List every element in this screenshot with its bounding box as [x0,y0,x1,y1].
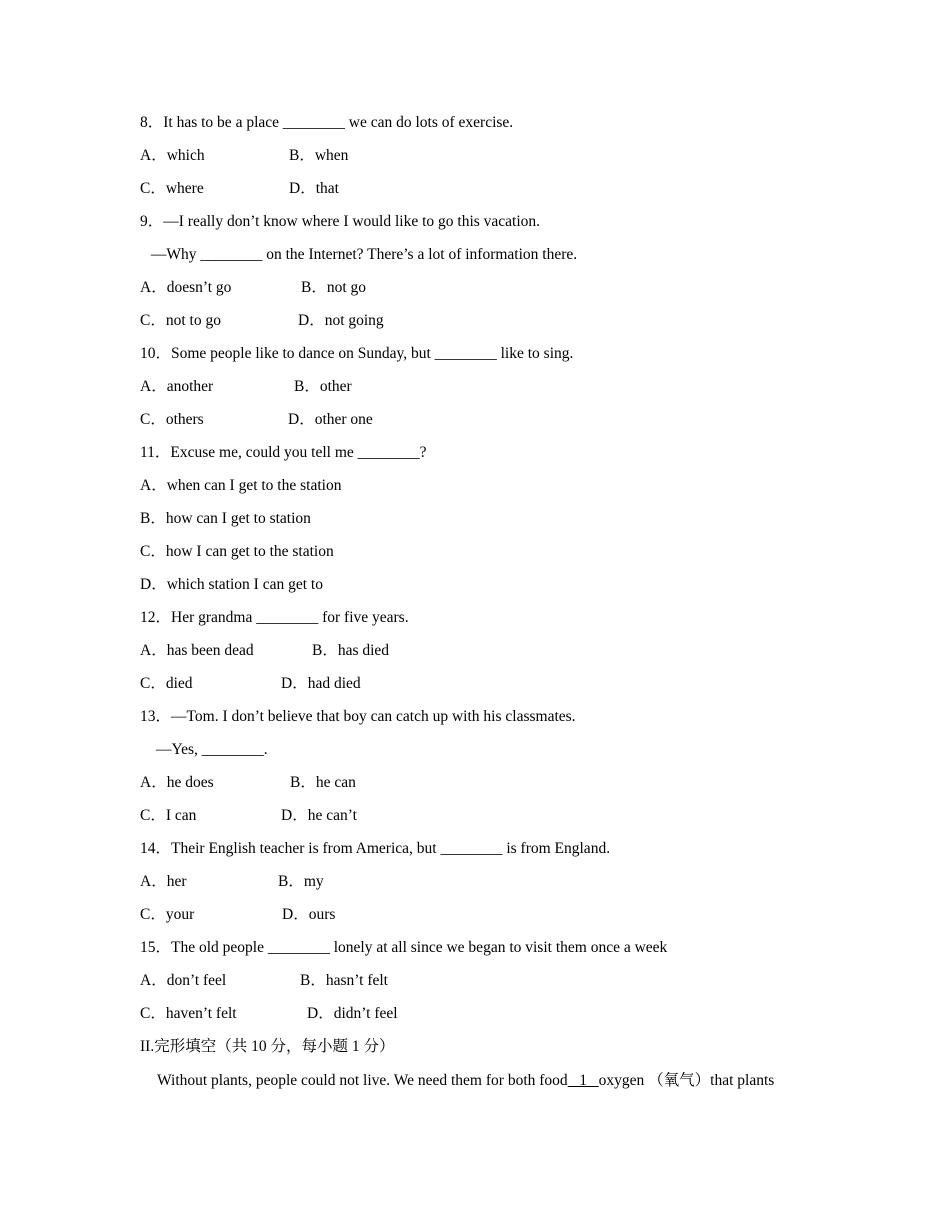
q12-option-b: B．has died [312,642,390,659]
question-12-stem: 12．Her grandma ________ for five years. [140,609,409,626]
q13-option-c: C．I can [140,807,197,824]
q9-option-d: D．not going [298,312,384,329]
q15-option-b: B．hasn’t felt [300,972,388,989]
q15-option-d: D．didn’t feel [307,1005,398,1022]
question-9-stem-2: —Why ________ on the Internet? There’s a lot of information there. [147,246,578,263]
question-13-stem-2: —Yes, ________. [156,741,268,758]
q11-option-c: C．how I can get to the station [140,543,334,560]
q9-option-c: C．not to go [140,312,221,329]
q12-option-c: C．died [140,675,193,692]
question-13-stem: 13．—Tom. I don’t believe that boy can catch up with his classmates. [140,708,576,725]
q10-option-c: C．others [140,411,204,428]
question-14-stem: 14．Their English teacher is from America, but ________ is from England. [140,840,611,857]
q13-option-d: D．he can’t [281,807,357,824]
q14-option-a: A．her [140,873,187,890]
cloze-text-before: Without plants, people could not live. We need them for both food [157,1072,568,1089]
q8-option-d: D．that [289,180,339,197]
q10-option-d: D．other one [288,411,373,428]
q14-option-b: B．my [278,873,324,890]
q9-option-a: A．doesn’t go [140,279,232,296]
section-2-heading: II.完形填空（共 10 分，每小题 1 分） [140,1038,395,1055]
q12-option-a: A．has been dead [140,642,254,659]
cloze-paragraph [157,1071,774,1091]
question-8-stem: 8．It has to be a place ________ we can do lots of exercise. [140,114,514,131]
cloze-blank-1: 1 [567,1072,599,1089]
q13-option-a: A．he does [140,774,214,791]
question-9-stem: 9．—I really don’t know where I would like to go this vacation. [140,213,541,230]
q11-option-d: D．which station I can get to [140,576,323,593]
q15-option-a: A．don’t feel [140,972,227,989]
q11-option-b: B．how can I get to station [140,510,311,527]
question-11-stem: 11．Excuse me, could you tell me ________? [140,444,427,461]
q8-option-a: A．which [140,147,205,164]
question-15-stem: 15．The old people ________ lonely at all since we began to visit them once a week [140,939,668,956]
q10-option-b: B．other [294,378,352,395]
cloze-text-after: oxygen （氧气）that plants [598,1072,775,1089]
question-10-stem: 10．Some people like to dance on Sunday, but ________ like to sing. [140,345,574,362]
q10-option-a: A．another [140,378,214,395]
q14-option-d: D．ours [282,906,336,923]
q13-option-b: B．he can [290,774,356,791]
q11-option-a: A．when can I get to the station [140,477,342,494]
q8-option-c: C．where [140,180,204,197]
q12-option-d: D．had died [281,675,361,692]
q8-option-b: B．when [289,147,349,164]
q15-option-c: C．haven’t felt [140,1005,237,1022]
q9-option-b: B．not go [301,279,367,296]
q14-option-c: C．your [140,906,195,923]
